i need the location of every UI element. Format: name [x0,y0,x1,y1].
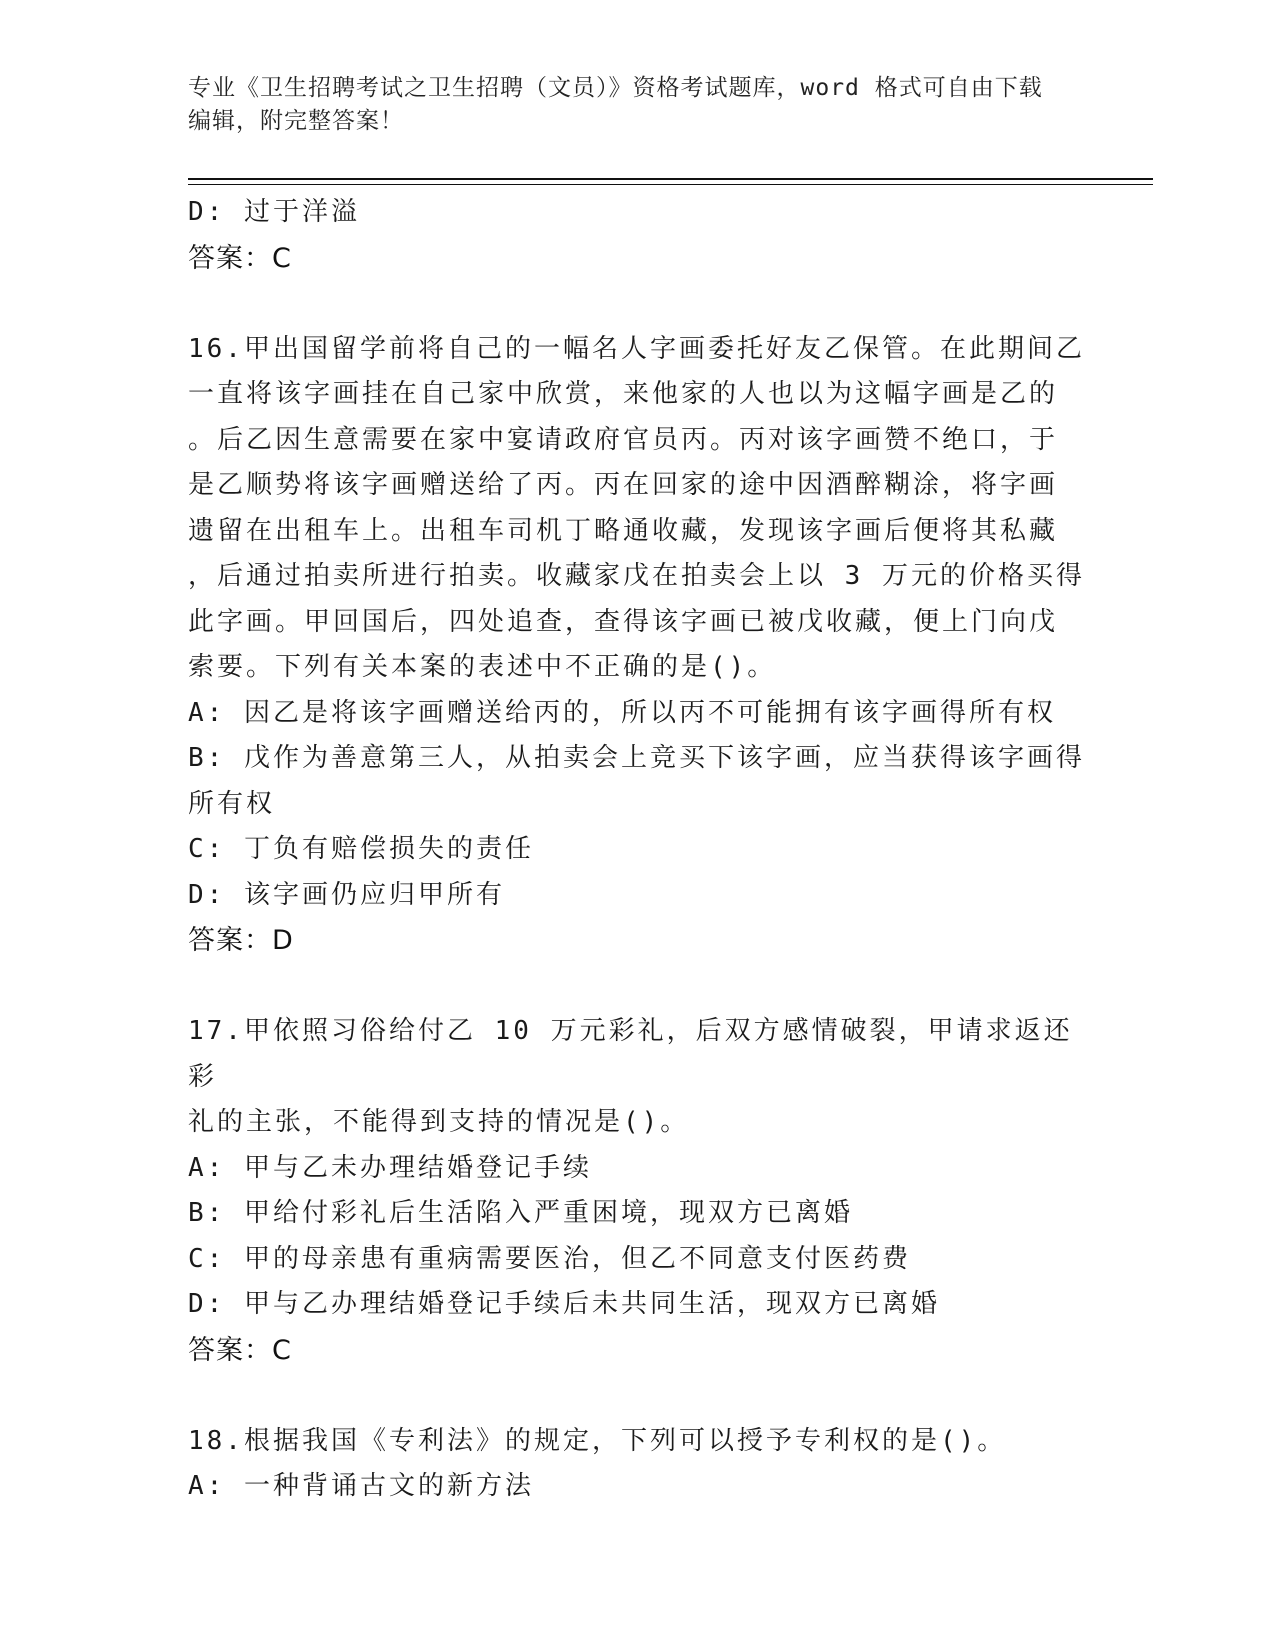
answer: 答案：C [188,1334,292,1366]
question-text-line: 。后乙因生意需要在家中宴请政府官员丙。丙对该字画赞不绝口，于 [188,424,1059,455]
option-b: B: 戊作为善意第三人，从拍卖会上竞买下该字画，应当获得该字画得 [188,743,1085,773]
header-divider-thick [188,178,1153,180]
question-text-line: 此字画。甲回国后，四处追查，查得该字画已被戊收藏，便上门向戊 [188,606,1059,637]
option-a: A: 因乙是将该字画赠送给丙的，所以丙不可能拥有该字画得所有权 [188,697,1056,728]
question-text-line: 16.甲出国留学前将自己的一幅名人字画委托好友乙保管。在此期间乙 [188,333,1085,364]
answer: 答案：C [188,242,292,274]
option-c: C: 甲的母亲患有重病需要医治，但乙不同意支付医药费 [188,1243,911,1274]
option-a: A: 甲与乙未办理结婚登记手续 [188,1152,592,1183]
question-text-line: 遗留在出租车上。出租车司机丁略通收藏，发现该字画后便将其私藏 [188,515,1059,546]
spacer [188,281,1088,327]
spacer [188,1373,1088,1419]
question-text-line: 17.甲依照习俗给付乙 10 万元彩礼，后双方感情破裂，甲请求返还彩 [188,1016,1073,1092]
question-15-tail [188,190,1088,281]
question-text-line: 是乙顺势将该字画赠送给了丙。丙在回家的途中因酒醉糊涂，将字画 [188,470,1059,500]
question-17 [188,1009,1088,1373]
question-text-line: ，后通过拍卖所进行拍卖。收藏家戊在拍卖会上以 3 万元的价格买得 [188,561,1085,591]
document-body [188,190,1088,1510]
header-line-1: 专业《卫生招聘考试之卫生招聘（文员）》资格考试题库，word 格式可自由下载 [188,75,1043,101]
option-b-continued: 所有权 [188,788,276,819]
option-d: D: 甲与乙办理结婚登记手续后未共同生活，现双方已离婚 [188,1289,940,1319]
spacer [188,964,1088,1010]
document-header [188,72,1088,138]
question-text-line: 索要。下列有关本案的表述中不正确的是()。 [188,652,777,682]
question-16 [188,327,1088,964]
header-divider-thin [188,184,1153,185]
option-d: D: 该字画仍应归甲所有 [188,879,505,910]
question-text-line: 18.根据我国《专利法》的规定，下列可以授予专利权的是()。 [188,1425,1007,1456]
question-text-line: 一直将该字画挂在自己家中欣赏，来他家的人也以为这幅字画是乙的 [188,379,1059,409]
option-c: C: 丁负有赔偿损失的责任 [188,834,534,864]
question-18 [188,1419,1088,1510]
header-line-2: 编辑，附完整答案！ [188,108,404,134]
question-text-line: 礼的主张，不能得到支持的情况是()。 [188,1107,690,1137]
option-a: A: 一种背诵古文的新方法 [188,1471,534,1501]
option-b: B: 甲给付彩礼后生活陷入严重困境，现双方已离婚 [188,1198,853,1228]
option-d: D: 过于洋溢 [188,197,360,227]
answer: 答案：D [188,925,294,956]
